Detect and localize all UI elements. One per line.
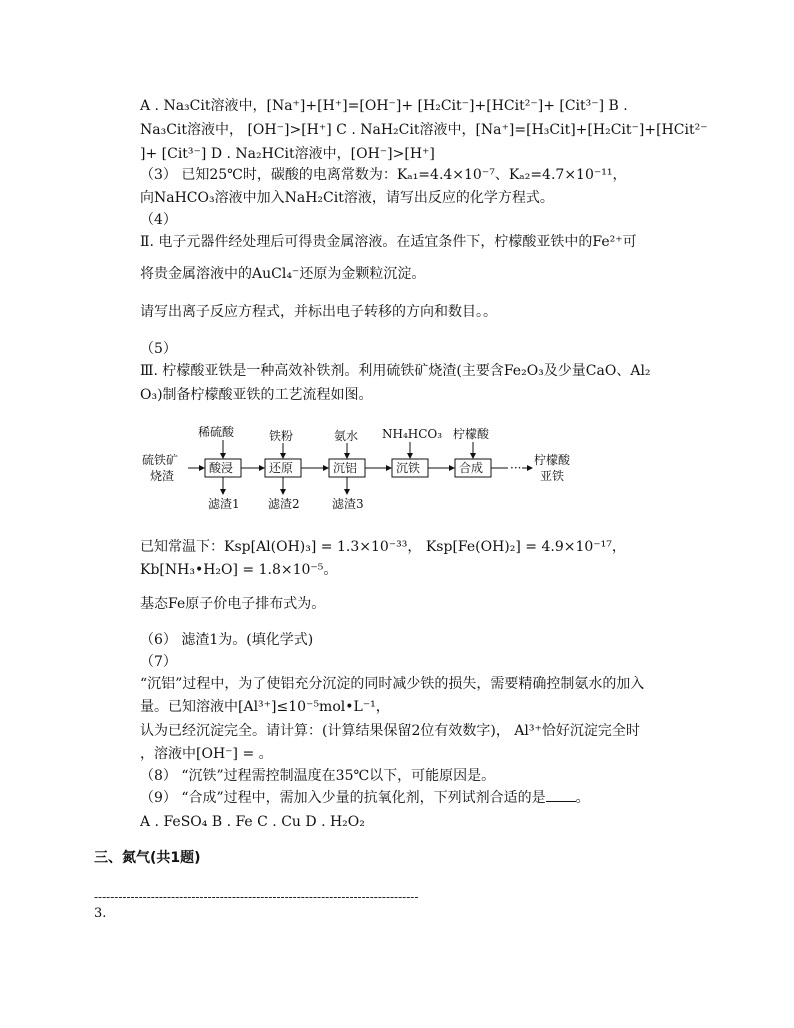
flow-reagent: 氨水 — [334, 429, 359, 443]
q9-text: （9） “合成”过程中，需加入少量的抗氧化剂，下列试剂合适的是 — [140, 790, 546, 806]
flow-reagent: 柠檬酸 — [453, 427, 490, 441]
q9-end: 。 — [575, 790, 590, 806]
flow-start-line2: 烧渣 — [150, 469, 175, 483]
text-line: 将贵金属溶液中的AuCl₄⁻还原为金颗粒沉淀。 — [140, 266, 426, 282]
flow-step-label: 还原 — [269, 461, 294, 475]
text-line: Kb[NH₃•H₂O] = 1.8×10⁻⁵。 — [140, 562, 338, 578]
answer-blank[interactable] — [546, 789, 576, 802]
text-line: （3） 已知25℃时，碳酸的电离常数为：Kₐ₁=4.4×10⁻⁷、Kₐ₂=4.7×10⁻¹¹， — [140, 167, 627, 183]
flow-product-line1: 柠檬酸 — [534, 453, 571, 467]
text-line: （4） — [140, 212, 177, 228]
flow-dots: ··· — [510, 461, 522, 475]
text-line: （5） — [140, 341, 177, 357]
divider-line: -------------------------------------------------------------------------------- — [94, 890, 419, 904]
flow-reagent: NH₄HCO₃ — [382, 427, 443, 441]
text-line: （7） — [140, 654, 177, 670]
flow-step-label: 沉铝 — [333, 461, 358, 475]
text-line: 向NaHCO₃溶液中加入NaH₂Cit溶液，请写出反应的化学方程式。 — [140, 190, 554, 206]
flow-step-label: 酸浸 — [209, 461, 234, 475]
flow-step-label: 合成 — [459, 461, 484, 475]
flow-residue: 滤渣1 — [208, 497, 240, 511]
text-line: Ⅲ. 柠檬酸亚铁是一种高效补铁剂。利用硫铁矿烧渣(主要含Fe₂O₃及少量CaO、Al₂ — [140, 363, 651, 379]
flow-residue: 滤渣3 — [332, 497, 364, 511]
question-number: 3. — [94, 906, 107, 921]
flow-reagent: 铁粉 — [269, 429, 294, 443]
text-line: 基态Fe原子价电子排布式为。 — [140, 596, 326, 612]
flow-step-label: 沉铁 — [396, 461, 421, 475]
flow-start-line1: 硫铁矿 — [142, 453, 179, 467]
text-line: O₃)制备柠檬酸亚铁的工艺流程如图。 — [140, 387, 373, 403]
section-heading: 三、氮气(共1题) — [94, 850, 201, 866]
text-line: 认为已经沉淀完全。请计算：(计算结果保留2位有效数字)， Al³⁺恰好沉淀完全时 — [140, 723, 640, 739]
flow-product-line2: 亚铁 — [540, 469, 565, 483]
flow-residue: 滤渣2 — [268, 497, 300, 511]
text-line: “沉铝”过程中，为了使铝充分沉淀的同时减少铁的损失，需要精确控制氨水的加入 — [140, 676, 645, 692]
text-line — [140, 789, 590, 807]
text-line: （8） “沉铁”过程需控制温度在35℃以下，可能原因是。 — [140, 768, 496, 784]
process-flow-diagram — [138, 424, 578, 516]
text-line: 量。已知溶液中[Al³⁺]≤10⁻⁵mol•L⁻¹， — [140, 699, 390, 715]
text-line: 请写出离子反应方程式，并标出电子转移的方向和数目。。 — [140, 304, 497, 320]
text-line: 已知常温下：Ksp[Al(OH)₃] = 1.3×10⁻³³， Ksp[Fe(OH)₂] = 4.9×10⁻¹⁷， — [140, 539, 626, 555]
text-line: A . Na₃Cit溶液中，[Na⁺]+[H⁺]=[OH⁻]+ [H₂Cit⁻]+[HCit²⁻]+ [Cit³⁻] B . — [140, 98, 628, 114]
text-line: Ⅱ. 电子元器件经处理后可得贵金属溶液。在适宜条件下，柠檬酸亚铁中的Fe²⁺可 — [140, 234, 637, 250]
flow-reagent: 稀硫酸 — [198, 425, 235, 439]
text-line: （6） 滤渣1为。(填化学式) — [140, 632, 314, 648]
text-line: ，溶液中[OH⁻] = 。 — [140, 746, 273, 762]
text-line: Na₃Cit溶液中， [OH⁻]>[H⁺] C . NaH₂Cit溶液中，[Na⁺]=[H₃Cit]+[H₂Cit⁻]+[HCit²⁻ — [140, 122, 708, 138]
text-line: A . FeSO₄ B . Fe C . Cu D . H₂O₂ — [140, 814, 365, 830]
text-line: ]+ [Cit³⁻] D . Na₂HCit溶液中，[OH⁻]>[H⁺] — [140, 146, 435, 162]
